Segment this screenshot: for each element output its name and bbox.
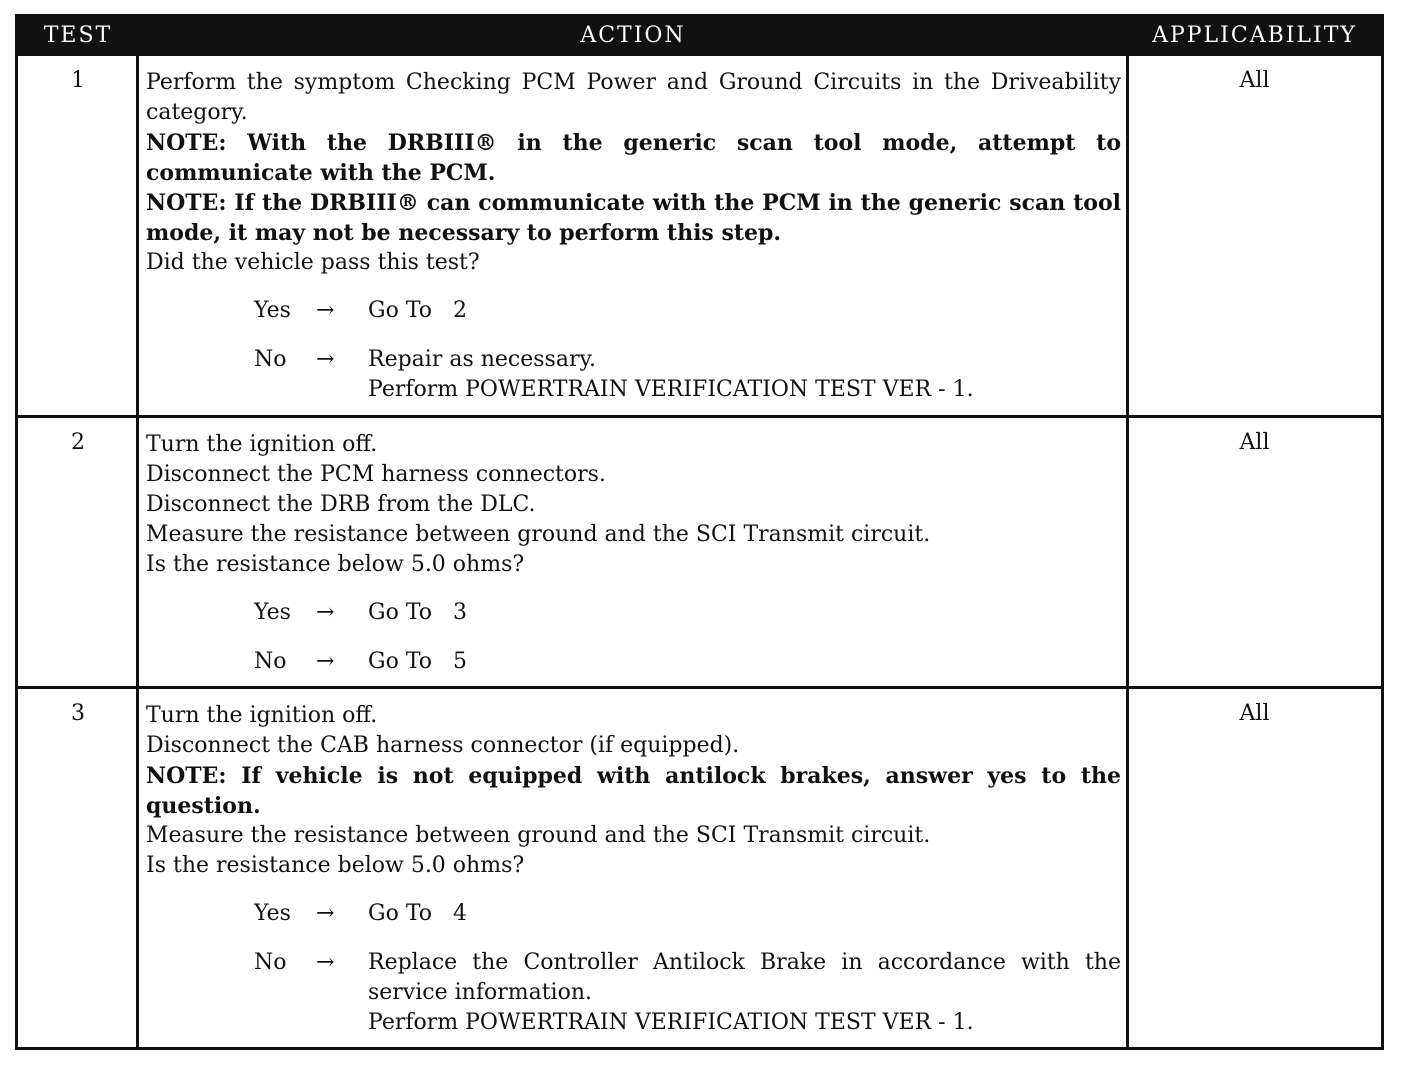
note-text: NOTE: If the DRBIII® can communicate with the PCM in the generic scan tool mode, it may not be necessary to perform this step.: [146, 190, 1121, 246]
answer-key: Yes: [254, 901, 291, 926]
answer-key: No: [254, 347, 287, 372]
question-text: Is the resistance below 5.0 ohms?: [146, 552, 525, 577]
applicability-value: All: [1239, 701, 1270, 726]
action-text: Perform the symptom Checking PCM Power and Ground Circuits in the Driveability category.: [146, 70, 1121, 125]
note-text: NOTE: With the DRBIII® in the generic scan tool mode, attempt to communicate with the PCM.: [146, 130, 1121, 186]
arrow-icon: →: [316, 298, 335, 323]
answer-yes: [146, 899, 1121, 929]
answer-target: Repair as necessary.: [368, 347, 596, 372]
table-row: [18, 418, 1381, 686]
answer-no: [146, 948, 1121, 1008]
arrow-icon: →: [316, 649, 335, 674]
action-cell: [146, 68, 1121, 405]
table-header: [18, 17, 1381, 56]
answer-yes: [146, 296, 1121, 326]
answer-target: Go To 5: [368, 649, 467, 674]
answer-target: Go To 3: [368, 600, 467, 625]
answer-no-continued: [146, 1008, 1121, 1038]
action-cell: [146, 430, 1121, 677]
arrow-icon: →: [316, 901, 335, 926]
question-text: Did the vehicle pass this test?: [146, 250, 480, 275]
answer-key: Yes: [254, 600, 291, 625]
note-text: NOTE: If vehicle is not equipped with antilock brakes, answer yes to the question.: [146, 763, 1121, 819]
answer-no: [146, 647, 1121, 677]
action-text: Measure the resistance between ground and the SCI Transmit circuit.: [146, 823, 931, 848]
arrow-icon: →: [316, 950, 335, 975]
test-number: 3: [71, 701, 85, 726]
answer-key: Yes: [254, 298, 291, 323]
answer-yes: [146, 598, 1121, 628]
action-cell: [146, 701, 1121, 1038]
header-applicability: APPLICABILITY: [1152, 23, 1357, 48]
action-text: Measure the resistance between ground and the SCI Transmit circuit.: [146, 522, 931, 547]
answer-target: Perform POWERTRAIN VERIFICATION TEST VER - 1.: [368, 377, 974, 402]
action-text: Disconnect the DRB from the DLC.: [146, 492, 536, 517]
diagnostic-test-table: [15, 14, 1384, 1050]
answer-target: Go To 2: [368, 298, 467, 323]
applicability-value: All: [1239, 68, 1270, 93]
action-text: Turn the ignition off.: [146, 432, 378, 457]
answer-no: [146, 345, 1121, 375]
arrow-icon: →: [316, 600, 335, 625]
answer-no-continued: [146, 375, 1121, 405]
answer-target: Replace the Controller Antilock Brake in accordance with the service information.: [368, 950, 1121, 1005]
action-text: Disconnect the PCM harness connectors.: [146, 462, 606, 487]
applicability-value: All: [1239, 430, 1270, 455]
answer-target: Go To 4: [368, 901, 467, 926]
table-row: [18, 56, 1381, 415]
header-test: TEST: [43, 23, 113, 48]
test-number: 2: [71, 430, 85, 455]
answer-key: No: [254, 950, 287, 975]
question-text: Is the resistance below 5.0 ohms?: [146, 853, 525, 878]
header-action: ACTION: [580, 23, 686, 48]
arrow-icon: →: [316, 347, 335, 372]
table-row: [18, 689, 1381, 1047]
answer-target: Perform POWERTRAIN VERIFICATION TEST VER - 1.: [368, 1010, 974, 1035]
action-text: Disconnect the CAB harness connector (if equipped).: [146, 733, 740, 758]
action-text: Turn the ignition off.: [146, 703, 378, 728]
answer-key: No: [254, 649, 287, 674]
test-number: 1: [71, 68, 85, 93]
